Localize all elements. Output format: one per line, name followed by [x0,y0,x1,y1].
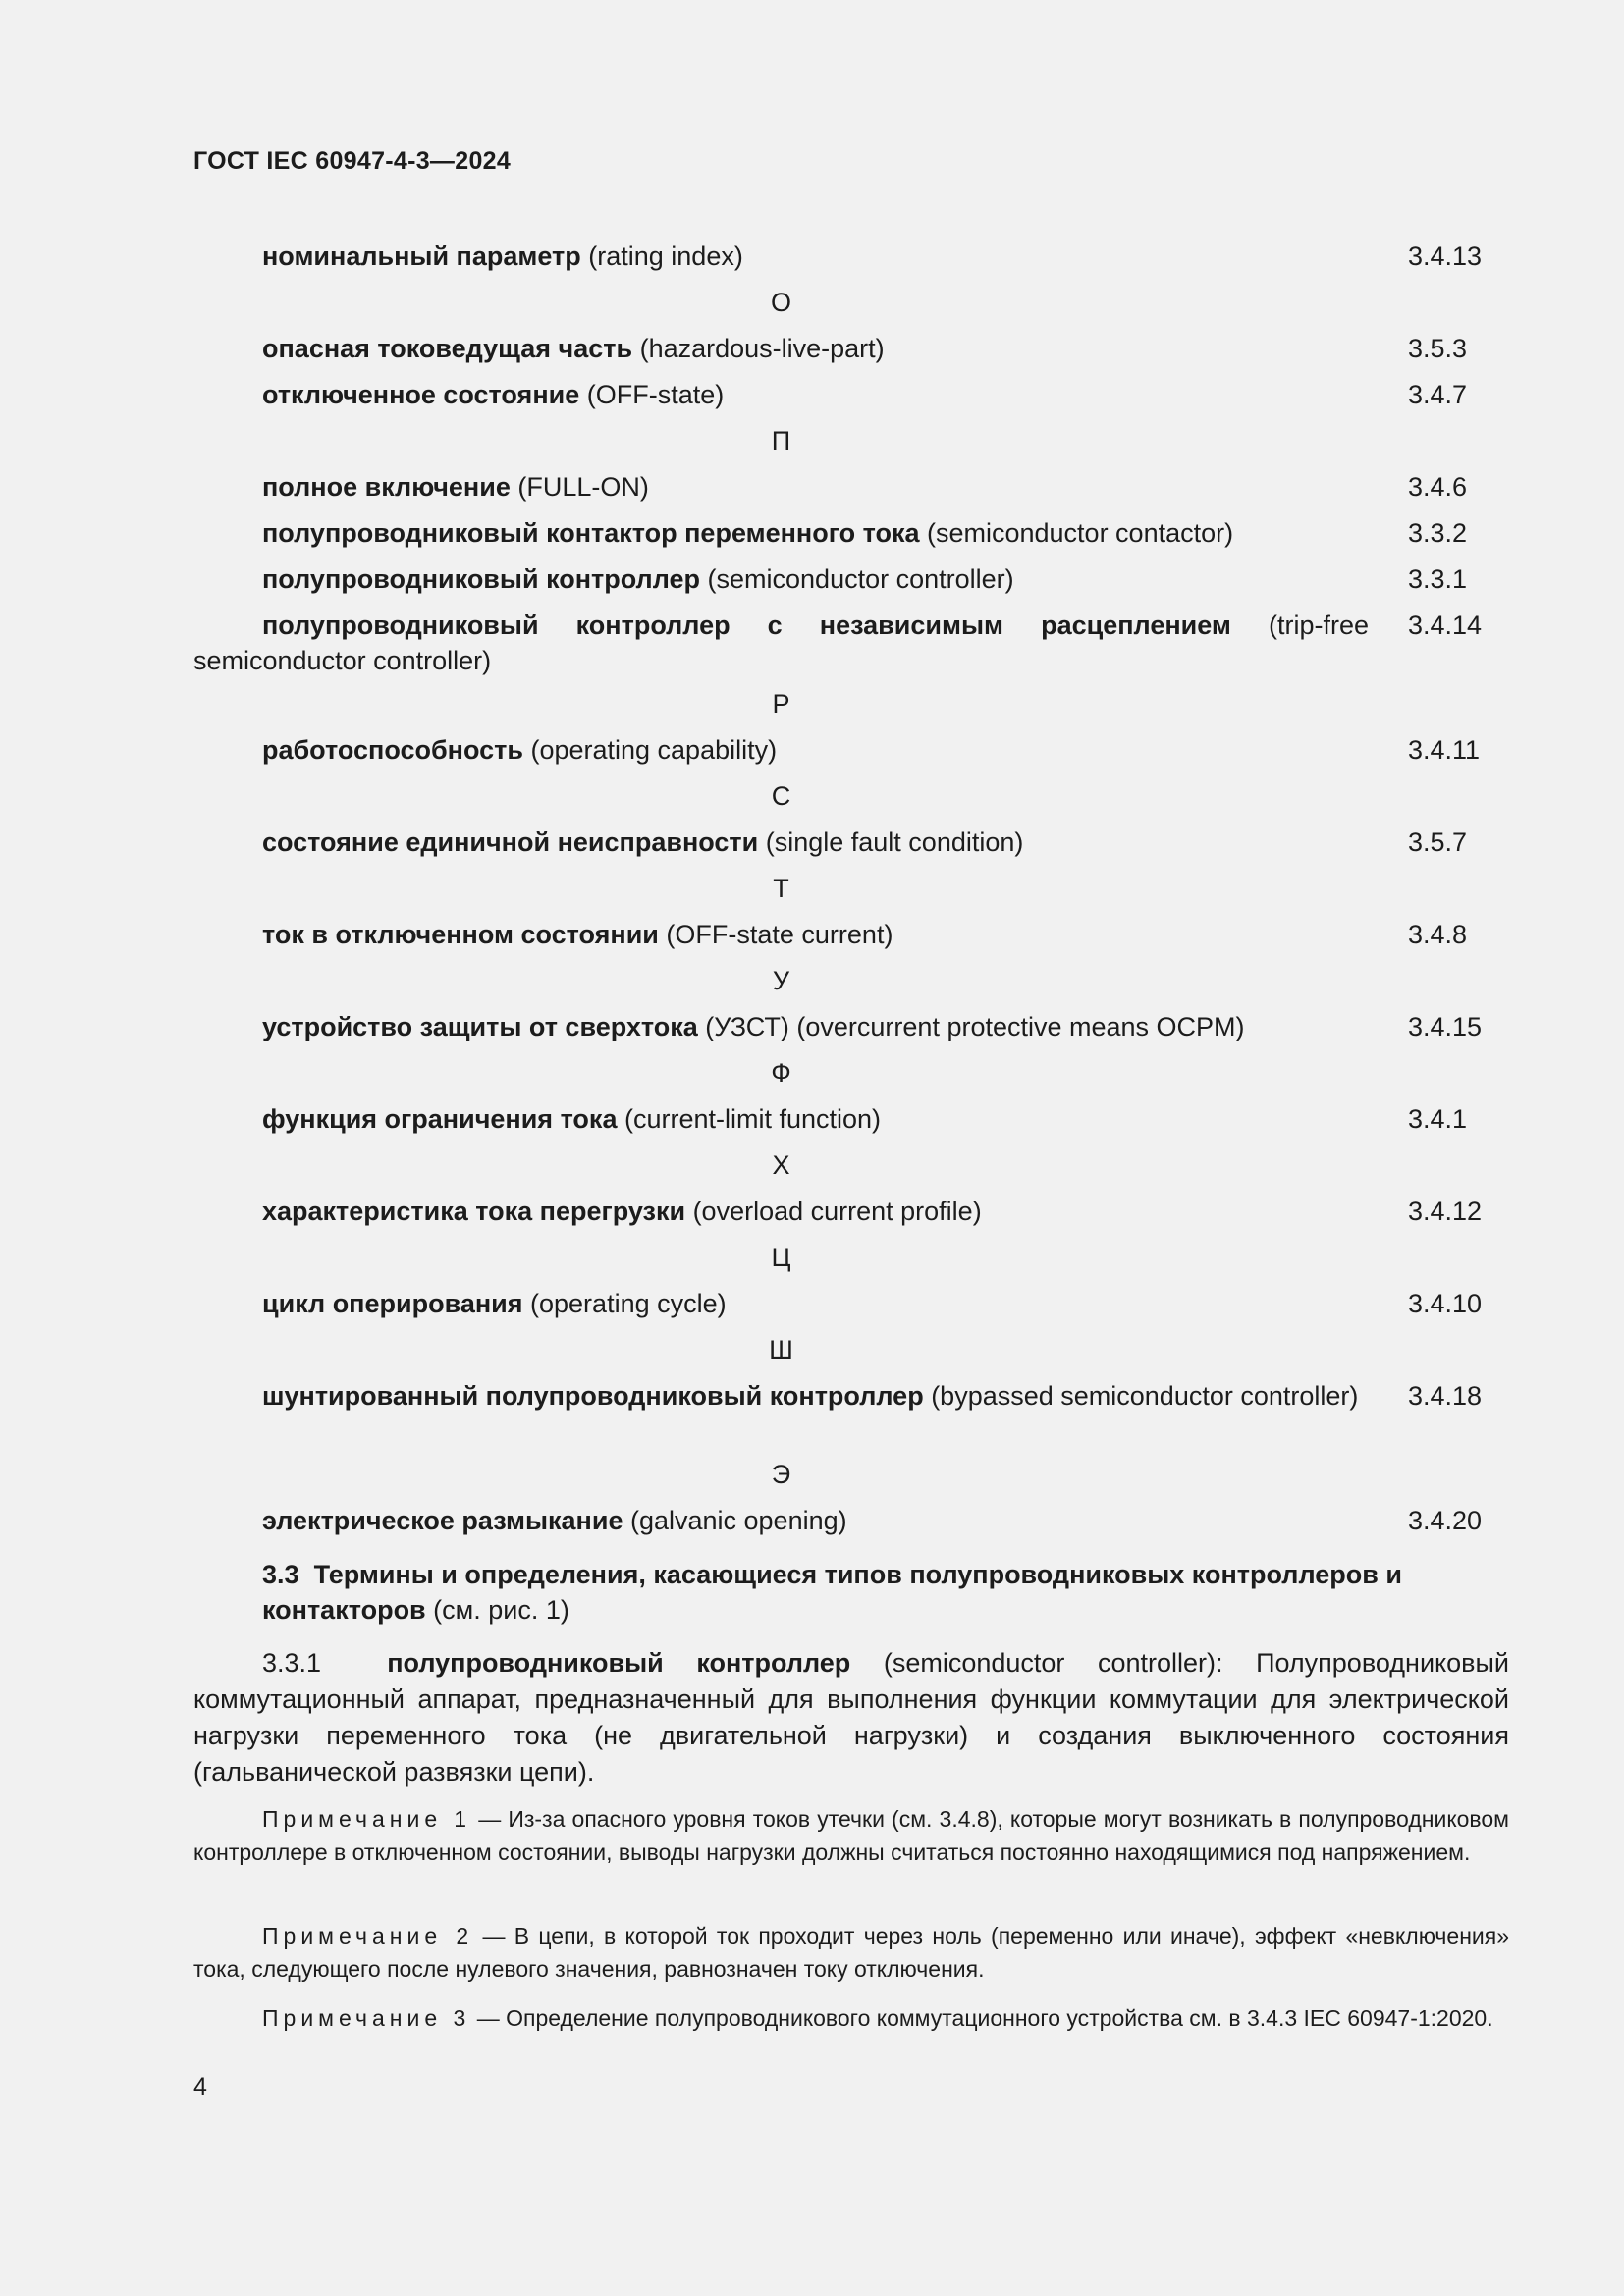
index-letter: П [771,426,791,455]
index-entry [193,1194,1509,1240]
index-entry [193,515,1509,561]
index-letter: Ф [771,1058,791,1088]
index-term [193,331,1369,366]
index-entry [193,1101,1509,1148]
index-entry [193,331,1509,377]
document-header: ГОСТ IEC 60947-4-3—2024 [193,147,512,175]
index-entry [193,917,1509,963]
index-ref: 3.4.12 [1408,1197,1483,1226]
index-term [193,561,1369,597]
index-term [193,1194,1369,1229]
index-ref: 3.4.20 [1408,1506,1483,1535]
index-letter: Ц [771,1243,791,1272]
index-entry [193,732,1509,778]
index-entry [193,1286,1509,1332]
term-en: (trip-free semiconductor controller) [193,611,1369,675]
term-ru: функция ограничения тока [262,1104,618,1134]
term-ru: ток в отключенном состоянии [262,920,659,949]
index-term [193,1009,1369,1044]
index-letter: Э [771,1460,791,1489]
section-title [193,1557,1509,1628]
term-ru: отключенное состояние [262,380,580,409]
term-ru: номинальный параметр [262,241,581,271]
index-entry [193,1503,1509,1549]
index-term [193,732,1369,768]
index-ref: 3.4.1 [1408,1104,1468,1134]
term-ru: шунтированный полупроводниковый контроллер [262,1381,924,1411]
index-ref: 3.4.13 [1408,241,1483,271]
index-letter: С [771,781,791,811]
term-ru: опасная токоведущая часть [262,334,633,363]
index-term [193,608,1369,678]
index-ref: 3.4.14 [1408,611,1483,640]
index-term [193,1378,1369,1414]
index-ref: 3.4.8 [1408,920,1468,949]
note-label: Примечание 3 [262,2005,471,2031]
note-3 [193,2002,1509,2035]
term-ru: характеристика тока перегрузки [262,1197,686,1226]
index-ref: 3.3.2 [1408,518,1468,548]
term-en: (bypassed semiconductor controller) [923,1381,1359,1411]
section-title-bold: Термины и определения, касающиеся типов полупроводниковых контроллеров и контакторов [262,1560,1402,1625]
term-en: (OFF-state) [579,380,725,409]
term-en: (galvanic opening) [623,1506,847,1535]
term-ru: состояние единичной неисправности [262,828,759,857]
index-entry [193,239,1509,285]
index-letter: Х [772,1150,790,1180]
note-text: — Определение полупроводникового коммутационного устройства см. в 3.4.3 IEC 60947-1:2020. [470,2005,1493,2031]
term-en: (single fault condition) [758,828,1024,857]
term-ru: полупроводниковый контроллер с независимым расцеплением [262,611,1231,640]
note-label: Примечание 1 [262,1806,472,1832]
note-label: Примечание 2 [262,1923,474,1949]
index-letter: О [770,288,791,317]
term-ru: полупроводниковый контактор переменного тока [262,518,920,548]
term-en: (FULL-ON) [510,472,649,502]
index-ref: 3.4.7 [1408,380,1468,409]
index-term [193,1101,1369,1137]
note-2 [193,1919,1509,1986]
definition-3-3-1 [193,1645,1509,1790]
index-entry [193,377,1509,423]
index-ref: 3.4.11 [1408,735,1481,765]
index-entry [193,469,1509,515]
index-term [193,917,1369,952]
index-ref: 3.4.15 [1408,1012,1483,1041]
index-entry [193,1378,1509,1457]
term-ru: цикл оперирования [262,1289,523,1318]
index-entry [193,608,1509,686]
index-entry [193,825,1509,871]
index-term [193,515,1369,551]
term-en: (operating cycle) [522,1289,727,1318]
index-letter: У [772,966,790,995]
term-ru: работоспособность [262,735,523,765]
term-en: (УЗСТ) (overcurrent protective means OCPM) [697,1012,1245,1041]
index-letter: Ш [769,1335,793,1364]
section-title-rest: (см. рис. 1) [425,1595,569,1625]
term-en: (operating capability) [522,735,778,765]
note-1 [193,1802,1509,1869]
index-ref: 3.4.6 [1408,472,1468,502]
term-en: (semiconductor contactor) [919,518,1234,548]
index-term [193,825,1369,860]
term-ru: электрическое размыкание [262,1506,623,1535]
index-entry [193,561,1509,608]
definition-text: (semiconductor controller): Полупроводниковый коммутационный аппарат, предназначенный для выполнения функции коммутации для электрической нагрузки переменного тока (не двигательной нагрузки) и создания выключенного состояния (гальванической развязки цепи). [193,1648,1509,1787]
index-letter: Т [773,874,789,903]
index-term [193,1503,1369,1538]
index-ref: 3.3.1 [1408,564,1468,594]
index-term [193,469,1369,505]
definition-term: полупроводниковый контроллер [387,1648,851,1678]
definition-number: 3.3.1 [262,1648,322,1678]
term-en: (overload current profile) [685,1197,982,1226]
page-number: 4 [193,2073,207,2101]
index-ref: 3.5.3 [1408,334,1468,363]
term-en: (rating index) [580,241,743,271]
index-ref: 3.4.18 [1408,1381,1483,1411]
term-en: (hazardous-live-part) [632,334,885,363]
term-en: (current-limit function) [617,1104,882,1134]
index-entry [193,1009,1509,1055]
section-number: 3.3 [262,1560,299,1589]
term-ru: полупроводниковый контроллер [262,564,701,594]
term-en: (semiconductor controller) [700,564,1014,594]
term-ru: полное включение [262,472,511,502]
note-text: — В цепи, в которой ток проходит через ноль (переменно или иначе), эффект «невключения» тока, следующего после нулевого значения, равнозначен току отключения. [193,1923,1510,1982]
index-ref: 3.4.10 [1408,1289,1483,1318]
index-term [193,239,1369,274]
term-index [193,239,1509,1549]
term-en: (OFF-state current) [658,920,893,949]
index-term [193,1286,1369,1321]
note-text: — Из-за опасного уровня токов утечки (см. 3.4.8), которые могут возникать в полупроводниковом контроллере в отключенном состоянии, выводы нагрузки должны считаться постоянно находящимися под напряжением. [193,1806,1509,1865]
index-letter: Р [772,689,790,719]
index-term [193,377,1369,412]
term-ru: устройство защиты от сверхтока [262,1012,698,1041]
index-ref: 3.5.7 [1408,828,1468,857]
